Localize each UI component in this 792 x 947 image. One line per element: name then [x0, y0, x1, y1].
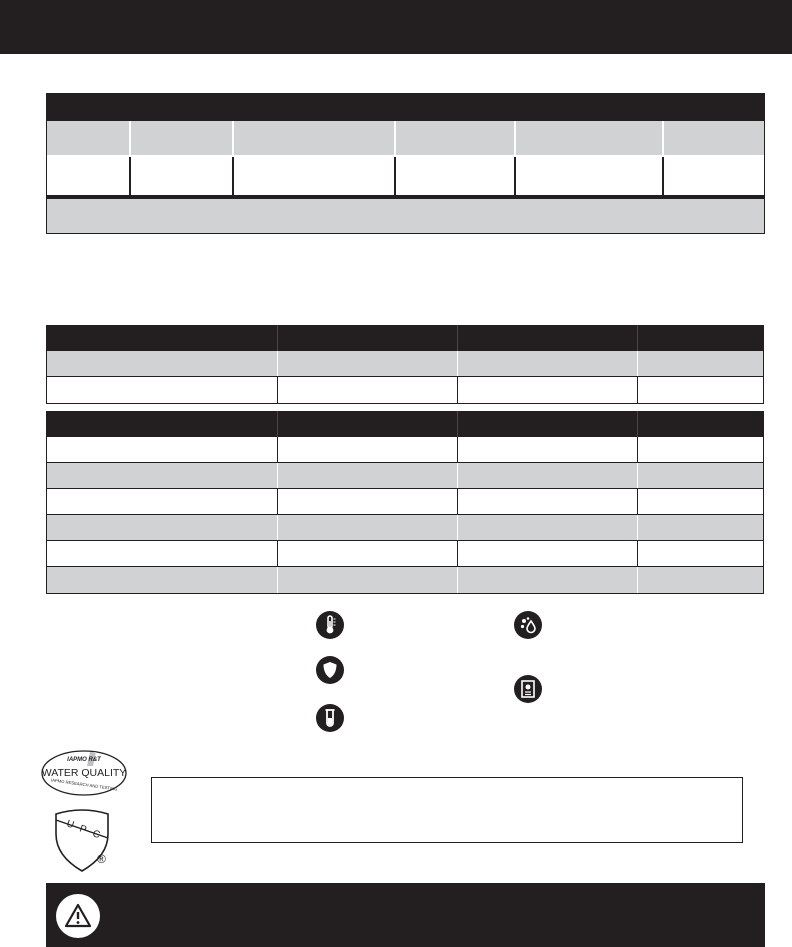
spec-value-cell [516, 157, 664, 197]
table-header-row [47, 325, 763, 351]
warning-banner [46, 883, 765, 947]
svg-text:WATER QUALITY: WATER QUALITY [41, 767, 127, 779]
spec-header-cell [234, 121, 396, 157]
top-banner [0, 0, 792, 54]
table-row [47, 541, 763, 567]
shield-icon [316, 656, 344, 684]
table-row [47, 437, 763, 463]
water-quality-logo [38, 746, 134, 800]
svg-text:C: C [91, 828, 102, 842]
performance-table [46, 325, 764, 404]
spec-value-cell [664, 157, 764, 197]
spec-header-cell [396, 121, 516, 157]
spec-header-cell [516, 121, 664, 157]
svg-text:IAPMO RESEARCH AND TESTING: IAPMO RESEARCH AND TESTING [50, 777, 118, 792]
table-row [47, 351, 763, 377]
spec-value-cell [234, 157, 396, 197]
spec-table [46, 93, 765, 234]
spec-value-cell [396, 157, 516, 197]
spec-note-row [47, 197, 764, 233]
svg-text:U: U [65, 818, 76, 832]
table-row [47, 463, 763, 489]
notice-box [151, 777, 743, 843]
svg-text:P: P [78, 823, 88, 836]
table-row [47, 515, 763, 541]
svg-text:IAPMO R&T: IAPMO R&T [67, 757, 101, 763]
registered-mark: ® [97, 852, 106, 866]
spec-value-cell [131, 157, 234, 197]
spec-header-cell [664, 121, 764, 157]
warning-triangle-icon [56, 894, 100, 938]
spec-table-header [47, 94, 764, 121]
spec-value-cell [47, 157, 131, 197]
thermometer-icon [316, 611, 344, 639]
table-header-row [47, 411, 763, 437]
table-row [47, 489, 763, 515]
test-tube-icon [316, 704, 344, 732]
table-row [47, 377, 763, 403]
spec-header-cell [131, 121, 234, 157]
certificate-icon [514, 675, 542, 703]
water-drop-particles-icon [514, 611, 542, 639]
table-row [47, 567, 763, 593]
spec-header-cell [47, 121, 131, 157]
reduction-table [46, 411, 764, 594]
